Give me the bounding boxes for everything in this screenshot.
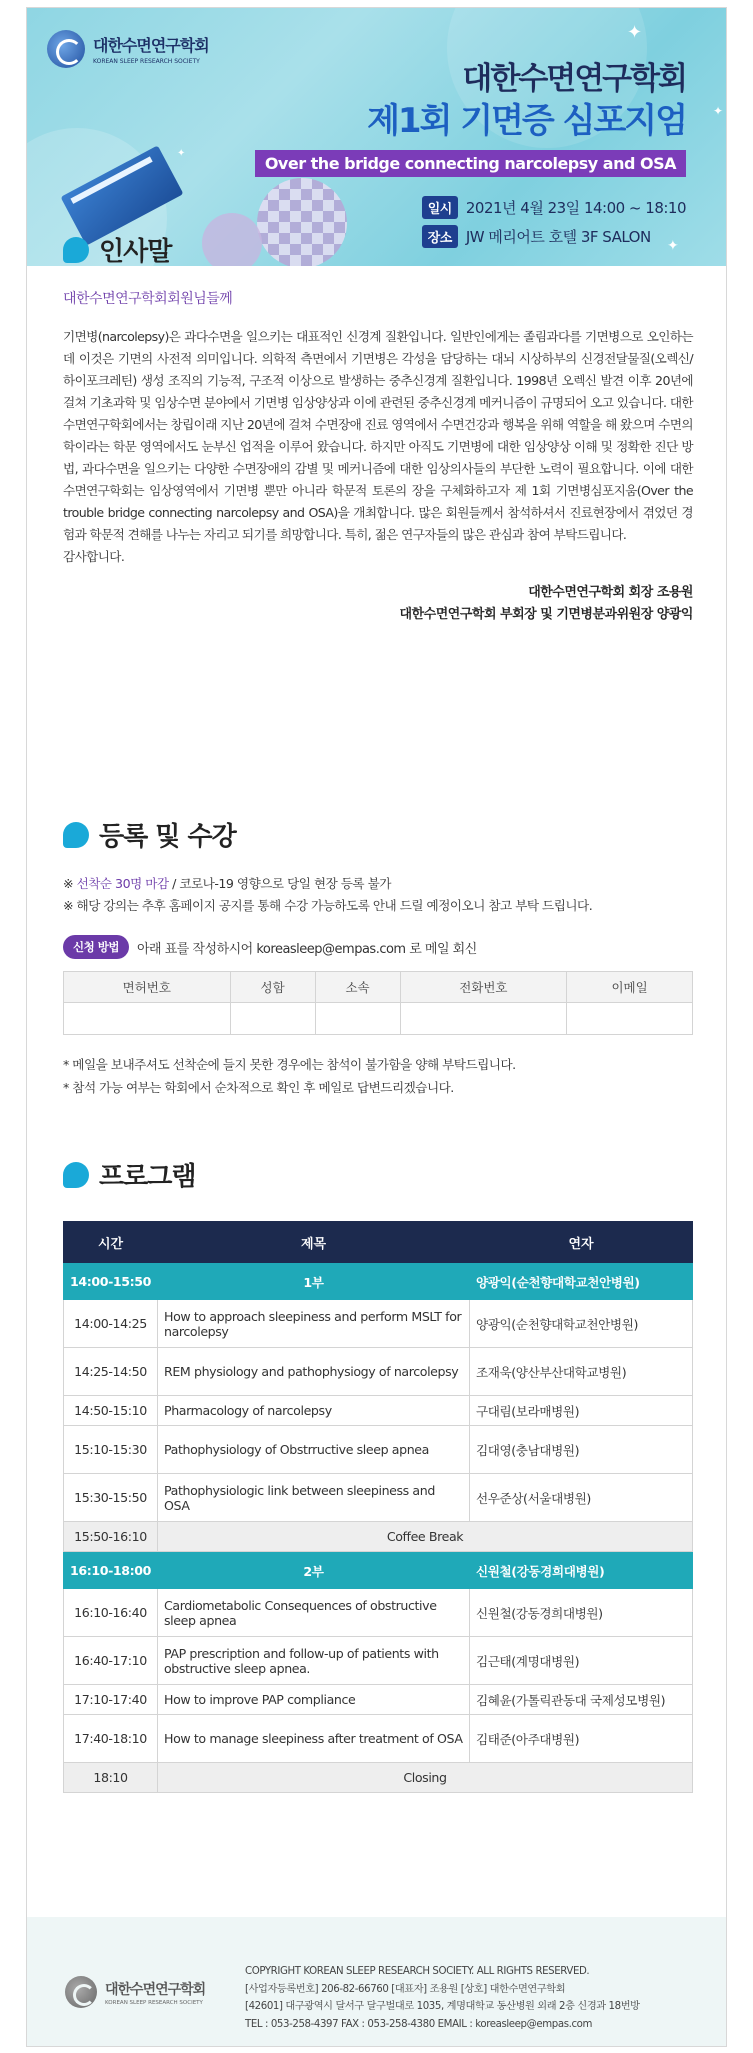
session-time: 17:40-18:10 bbox=[64, 1715, 158, 1763]
column-title: 제목 bbox=[158, 1222, 470, 1263]
capacity-highlight: 선착순 30명 마감 bbox=[76, 876, 169, 891]
program-talk-row bbox=[64, 1715, 693, 1763]
session-title: 2부 bbox=[158, 1552, 470, 1589]
method-text: 아래 표를 작성하시어 koreasleep@empas.com 로 메일 회신 bbox=[136, 941, 477, 957]
greeting-body: 기면병(narcolepsy)은 과다수면을 일으키는 대표적인 신경계 질환입니다. 일반인에게는 졸림과다를 기면병으로 오인하는데 이것은 기면의 사전적 의미입니다. 의학적 측면에서 기면병은 각성을 담당하는 대뇌 시상하부의 신경전달물질(오렉신/하이포크레틴) 생성 조직의 기능적, 구조적 이상으로 발생하는 중추신경계 질환입니다. 1998년 오렉신 발견 이후 20년에 걸쳐 기초과학 및 임상수면 분야에서 기면병 임상양상과 이에 관련된 중추신경계 메커니즘이 규명되어 오고 있습니다. 대한수면연구학회에서는 창립이래 지난 20년에 걸쳐 수면장애 진료 영역에서 수면건강과 행복을 위해 역할을 해 왔으며 수면의학이라는 학문 영역에서도 눈부신 업적을 이루어 왔습니다. 하지만 아직도 기면병에 대한 임상양상 이해 및 정확한 진단 방법, 과다수면을 일으키는 다양한 수면장애의 감별 및 메커니즘에 대한 임상의사들의 부단한 노력이 필요합니다. 이에 대한수면연구학회는 임상영역에서 기면병 뿐만 아니라 학문적 토론의 장을 구체화하고자 제 1회 기면병심포지움(Over the trouble bridge connecting narcolepsy and OSA)을 개최합니다. 많은 회원들께서 참석하셔서 진료현장에서 겪었던 경험과 학문적 견해를 나누는 자리고 되기를 희망합니다. 특히, 젊은 연구자들의 많은 관심과 참여 부탁드립니다. bbox=[63, 329, 693, 542]
speech-bubble-icon bbox=[63, 822, 89, 848]
session-title: How to approach sleepiness and perform MSLT for narcolepsy bbox=[158, 1300, 470, 1348]
session-speaker: 구대림(보라매병원) bbox=[470, 1396, 693, 1426]
session-time: 15:10-15:30 bbox=[64, 1426, 158, 1474]
greeting-signature bbox=[63, 582, 693, 626]
session-speaker: 김대영(충남대병원) bbox=[470, 1426, 693, 1474]
signature-president: 대한수면연구학회 회장 조용원 bbox=[528, 585, 693, 600]
method-badge: 신청 방법 bbox=[63, 935, 129, 959]
date-tag: 일시 bbox=[422, 196, 458, 219]
section-title: 프로그램 bbox=[99, 1162, 196, 1192]
star-icon: ✦ bbox=[177, 148, 186, 159]
place-tag: 장소 bbox=[422, 225, 458, 248]
session-title: Cardiometabolic Consequences of obstructive sleep apnea bbox=[158, 1589, 470, 1637]
greeting-section bbox=[63, 231, 693, 626]
title-line-society: 대한수면연구학회 bbox=[462, 61, 686, 97]
program-break-row bbox=[64, 1763, 693, 1793]
cell-affiliation[interactable] bbox=[315, 1003, 400, 1035]
footer-logo-korean: 대한수면연구학회 bbox=[105, 1981, 206, 1998]
program-part-row bbox=[64, 1552, 693, 1589]
session-time: 14:00-15:50 bbox=[64, 1263, 158, 1300]
session-title: 1부 bbox=[158, 1263, 470, 1300]
session-speaker: 선우준상(서울대병원) bbox=[470, 1474, 693, 1522]
session-title: REM physiology and pathophysiogy of narcolepsy bbox=[158, 1348, 470, 1396]
society-logo[interactable] bbox=[47, 30, 209, 68]
footer-logo[interactable] bbox=[65, 1976, 205, 2008]
greeting-heading bbox=[63, 231, 693, 268]
session-speaker: 김태준(아주대병원) bbox=[470, 1715, 693, 1763]
session-speaker: 신원철(강동경희대병원) bbox=[470, 1552, 693, 1589]
registration-note-vod: ※ 해당 강의는 추후 홈페이지 공지를 통해 수강 가능하도록 안내 드릴 예정이오니 참고 부탁 드립니다. bbox=[63, 898, 593, 913]
header-banner bbox=[27, 8, 726, 266]
footer-contact: TEL : 053-258-4397 FAX : 053-258-4380 EMAIL : koreasleep@empas.com bbox=[245, 2018, 592, 2030]
program-talk-row bbox=[64, 1685, 693, 1715]
session-time: 14:25-14:50 bbox=[64, 1348, 158, 1396]
footer-logo-english: KOREAN SLEEP RESEARCH SOCIETY bbox=[105, 1999, 203, 2006]
column-time: 시간 bbox=[64, 1222, 158, 1263]
column-speaker: 연자 bbox=[470, 1222, 693, 1263]
program-talk-row bbox=[64, 1637, 693, 1685]
column-name: 성함 bbox=[230, 972, 315, 1003]
star-icon: ✦ bbox=[667, 238, 679, 254]
star-icon: ✦ bbox=[627, 22, 643, 43]
program-talk-row bbox=[64, 1589, 693, 1637]
logo-korean-name: 대한수면연구학회 bbox=[93, 36, 209, 55]
society-logo-icon bbox=[47, 30, 85, 68]
session-speaker: 양광익(순천향대학교천안병원) bbox=[470, 1263, 693, 1300]
program-heading bbox=[63, 1156, 693, 1193]
program-rows bbox=[64, 1263, 693, 1793]
session-title: How to improve PAP compliance bbox=[158, 1685, 470, 1715]
column-license: 면허번호 bbox=[64, 972, 231, 1003]
cell-name[interactable] bbox=[230, 1003, 315, 1035]
session-time: 18:10 bbox=[64, 1763, 158, 1793]
note-mark: ※ bbox=[63, 876, 77, 891]
session-title: Pathophysiology of Obstrructive sleep apnea bbox=[158, 1426, 470, 1474]
signature-vice-president: 대한수면연구학회 부회장 및 기면병분과위원장 양광익 bbox=[399, 607, 693, 622]
program-section bbox=[63, 1156, 693, 1793]
footer-business: [사업자등록번호] 206-82-66760 [대표자] 조용원 [상호] 대한수면연구학회 bbox=[245, 1983, 566, 1995]
session-title: Closing bbox=[158, 1763, 693, 1793]
logo-english-name: KOREAN SLEEP RESEARCH SOCIETY bbox=[93, 58, 200, 65]
cell-email[interactable] bbox=[567, 1003, 693, 1035]
registration-form-table bbox=[63, 971, 693, 1035]
event-date-row bbox=[422, 196, 686, 219]
application-method bbox=[63, 935, 693, 959]
star-icon: ✦ bbox=[713, 104, 724, 118]
session-title: Pathophysiologic link between sleepiness and OSA bbox=[158, 1474, 470, 1522]
title-line-event: 제1회 기면증 심포지엄 bbox=[367, 101, 686, 141]
session-time: 16:10-18:00 bbox=[64, 1552, 158, 1589]
cell-license[interactable] bbox=[64, 1003, 231, 1035]
session-speaker: 김근태(계명대병원) bbox=[470, 1637, 693, 1685]
registration-note-capacity bbox=[63, 873, 693, 895]
cell-phone[interactable] bbox=[400, 1003, 567, 1035]
column-affiliation: 소속 bbox=[315, 972, 400, 1003]
program-talk-row bbox=[64, 1300, 693, 1348]
society-logo-icon bbox=[65, 1976, 97, 2008]
program-break-row bbox=[64, 1522, 693, 1552]
greeting-closing: 감사합니다. bbox=[63, 549, 125, 564]
session-title: How to manage sleepiness after treatment of OSA bbox=[158, 1715, 470, 1763]
column-phone: 전화번호 bbox=[400, 972, 567, 1003]
program-table bbox=[63, 1221, 693, 1793]
session-speaker: 신원철(강동경희대병원) bbox=[470, 1589, 693, 1637]
footer bbox=[27, 1917, 726, 2047]
program-talk-row bbox=[64, 1348, 693, 1396]
speech-bubble-icon bbox=[63, 1162, 89, 1188]
program-talk-row bbox=[64, 1474, 693, 1522]
greeting-addressee: 대한수면연구학회회원님들께 bbox=[63, 291, 233, 307]
registration-heading bbox=[63, 816, 693, 853]
speech-bubble-icon bbox=[63, 237, 89, 263]
session-title: Pharmacology of narcolepsy bbox=[158, 1396, 470, 1426]
footer-address: [42601] 대구광역시 달서구 달구벌대로 1035, 계명대학교 동산병원 외래 2층 신경과 18번방 bbox=[245, 2001, 640, 2012]
registration-section bbox=[63, 816, 693, 1099]
registration-footnotes bbox=[63, 1053, 693, 1099]
footer-info bbox=[245, 1963, 640, 2033]
column-email: 이메일 bbox=[567, 972, 693, 1003]
session-time: 15:30-15:50 bbox=[64, 1474, 158, 1522]
program-part-row bbox=[64, 1263, 693, 1300]
footnote-first-come: * 메일을 보내주셔도 선착순에 들지 못한 경우에는 참석이 불가함을 양해 부탁드립니다. bbox=[63, 1057, 516, 1072]
session-time: 14:00-14:25 bbox=[64, 1300, 158, 1348]
session-title: PAP prescription and follow-up of patients with obstructive sleep apnea. bbox=[158, 1637, 470, 1685]
event-place: JW 메리어트 호텔 3F SALON bbox=[465, 228, 651, 246]
section-title: 인사말 bbox=[99, 237, 172, 267]
program-talk-row bbox=[64, 1396, 693, 1426]
session-time: 16:10-16:40 bbox=[64, 1589, 158, 1637]
event-subtitle: Over the bridge connecting narcolepsy and OSA bbox=[255, 150, 686, 177]
footnote-reply: * 참석 가능 여부는 학회에서 순차적으로 확인 후 메일로 답변드리겠습니다. bbox=[63, 1080, 454, 1095]
footer-copyright: COPYRIGHT KOREAN SLEEP RESEARCH SOCIETY. ALL RIGHTS RESERVED. bbox=[245, 1966, 590, 1977]
section-title: 등록 및 수강 bbox=[99, 822, 236, 852]
program-talk-row bbox=[64, 1426, 693, 1474]
session-time: 17:10-17:40 bbox=[64, 1685, 158, 1715]
session-speaker: 김혜윤(가톨릭관동대 국제성모병원) bbox=[470, 1685, 693, 1715]
session-time: 16:40-17:10 bbox=[64, 1637, 158, 1685]
event-date: 2021년 4월 23일 14:00 ~ 18:10 bbox=[465, 199, 686, 217]
newsletter-page bbox=[26, 7, 727, 2047]
capacity-note-rest: / 코로나-19 영향으로 당일 현장 등록 불가 bbox=[168, 876, 391, 891]
session-time: 14:50-15:10 bbox=[64, 1396, 158, 1426]
session-title: Coffee Break bbox=[158, 1522, 693, 1552]
session-time: 15:50-16:10 bbox=[64, 1522, 158, 1552]
event-title bbox=[255, 60, 686, 177]
session-speaker: 양광익(순천향대학교천안병원) bbox=[470, 1300, 693, 1348]
session-speaker: 조재욱(양산부산대학교병원) bbox=[470, 1348, 693, 1396]
